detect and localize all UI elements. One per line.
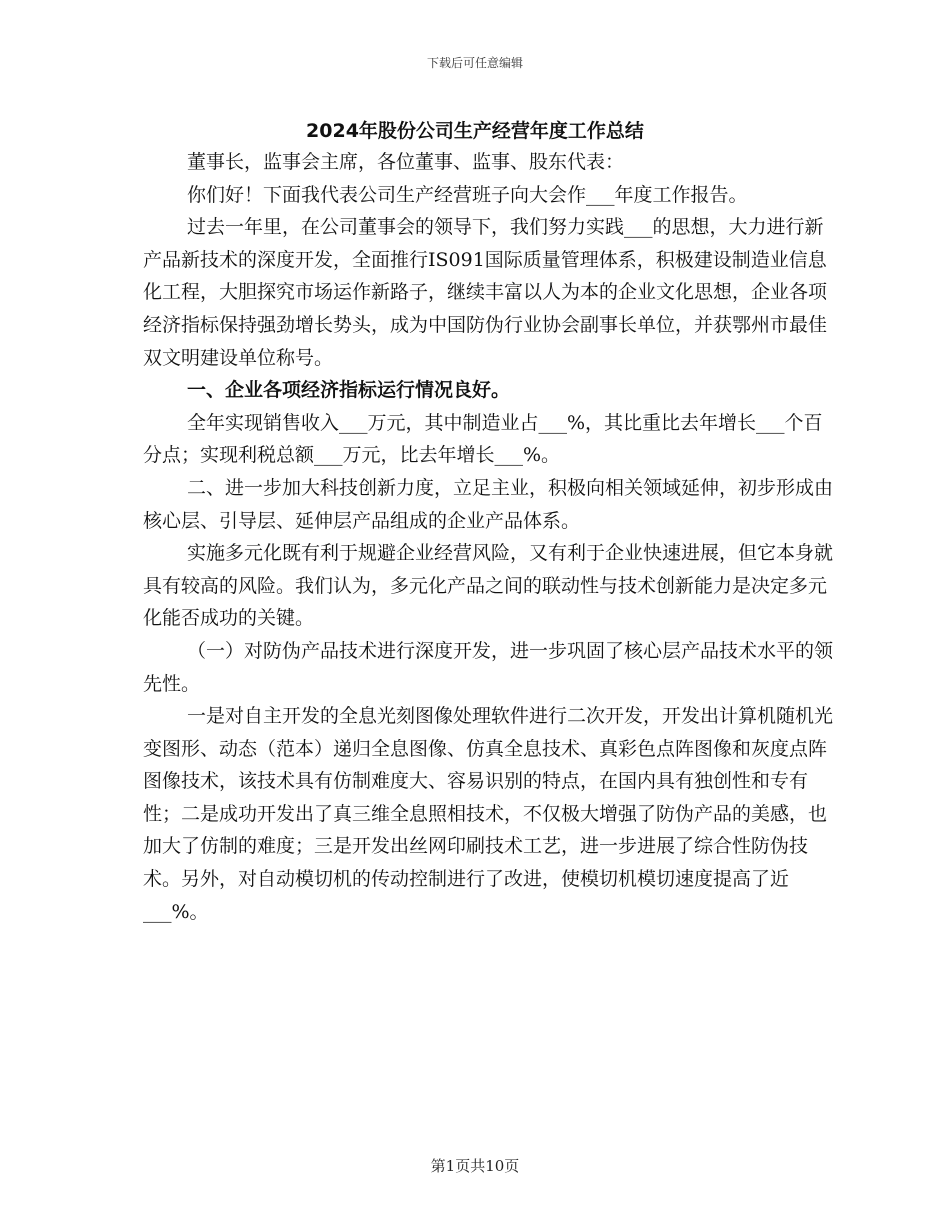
section-heading-2: 二、进一步加大科技创新力度，立足主业，积极向相关领域延伸，初步形成由核心层、引导层、延伸层产品组成的企业产品体系。 bbox=[143, 476, 834, 532]
salutation: 董事长，监事会主席，各位董事、监事、股东代表： bbox=[187, 151, 625, 173]
page-footer: 第1页共10页 bbox=[430, 1157, 520, 1175]
diversification-paragraph: 实施多元化既有利于规避企业经营风险，又有利于企业快速进展，但它本身就具有较高的风险。我们认为，多元化产品之间的联动性与技术创新能力是决定多元化能否成功的关键。 bbox=[143, 542, 834, 630]
greeting-paragraph: 你们好！下面我代表公司生产经营班子向大会作___年度工作报告。 bbox=[187, 183, 748, 206]
sales-paragraph: 全年实现销售收入___万元，其中制造业占___%，其比重比去年增长___个百分点；实现利税总额___万元，比去年增长___%。 bbox=[143, 411, 823, 467]
subsection-heading-1: （一）对防伪产品技术进行深度开发，进一步巩固了核心层产品技术水平的领先性。 bbox=[143, 639, 834, 695]
document-title: 2024年股份公司生产经营年度工作总结 bbox=[306, 120, 644, 142]
intro-paragraph: 过去一年里，在公司董事会的领导下，我们努力实践___的思想，大力进行新产品新技术的深度开发，全面推行IS091国际质量管理体系，积极建设制造业信息化工程，大胆探究市场运作新路子，继续丰富以人为本的企业文化思想，企业各项经济指标保持强劲增长势头，成为中国防伪行业协会副事长单位，并获鄂州市最佳双文明建设单位称号。 bbox=[143, 216, 828, 369]
technology-paragraph: 一是对自主开发的全息光刻图像处理软件进行二次开发，开发出计算机随机光变图形、动态（范本）递归全息图像、仿真全息技术、真彩色点阵图像和灰度点阵图像技术，该技术具有仿制难度大、容易识别的特点，在国内具有独创性和专有性；二是成功开发出了真三维全息照相技术，不仅极大增强了防伪产品的美感，也加大了仿制的难度；三是开发出丝网印刷技术工艺，进一步进展了综合性防伪技术。另外，对自动模切机的传动控制进行了改进，使模切机模切速度提高了近___%。 bbox=[143, 705, 834, 923]
document-body bbox=[143, 146, 833, 928]
section-heading-1: 一、企业各项经济指标运行情况良好。 bbox=[187, 379, 511, 402]
header-note: 下载后可任意编辑 bbox=[426, 56, 523, 70]
